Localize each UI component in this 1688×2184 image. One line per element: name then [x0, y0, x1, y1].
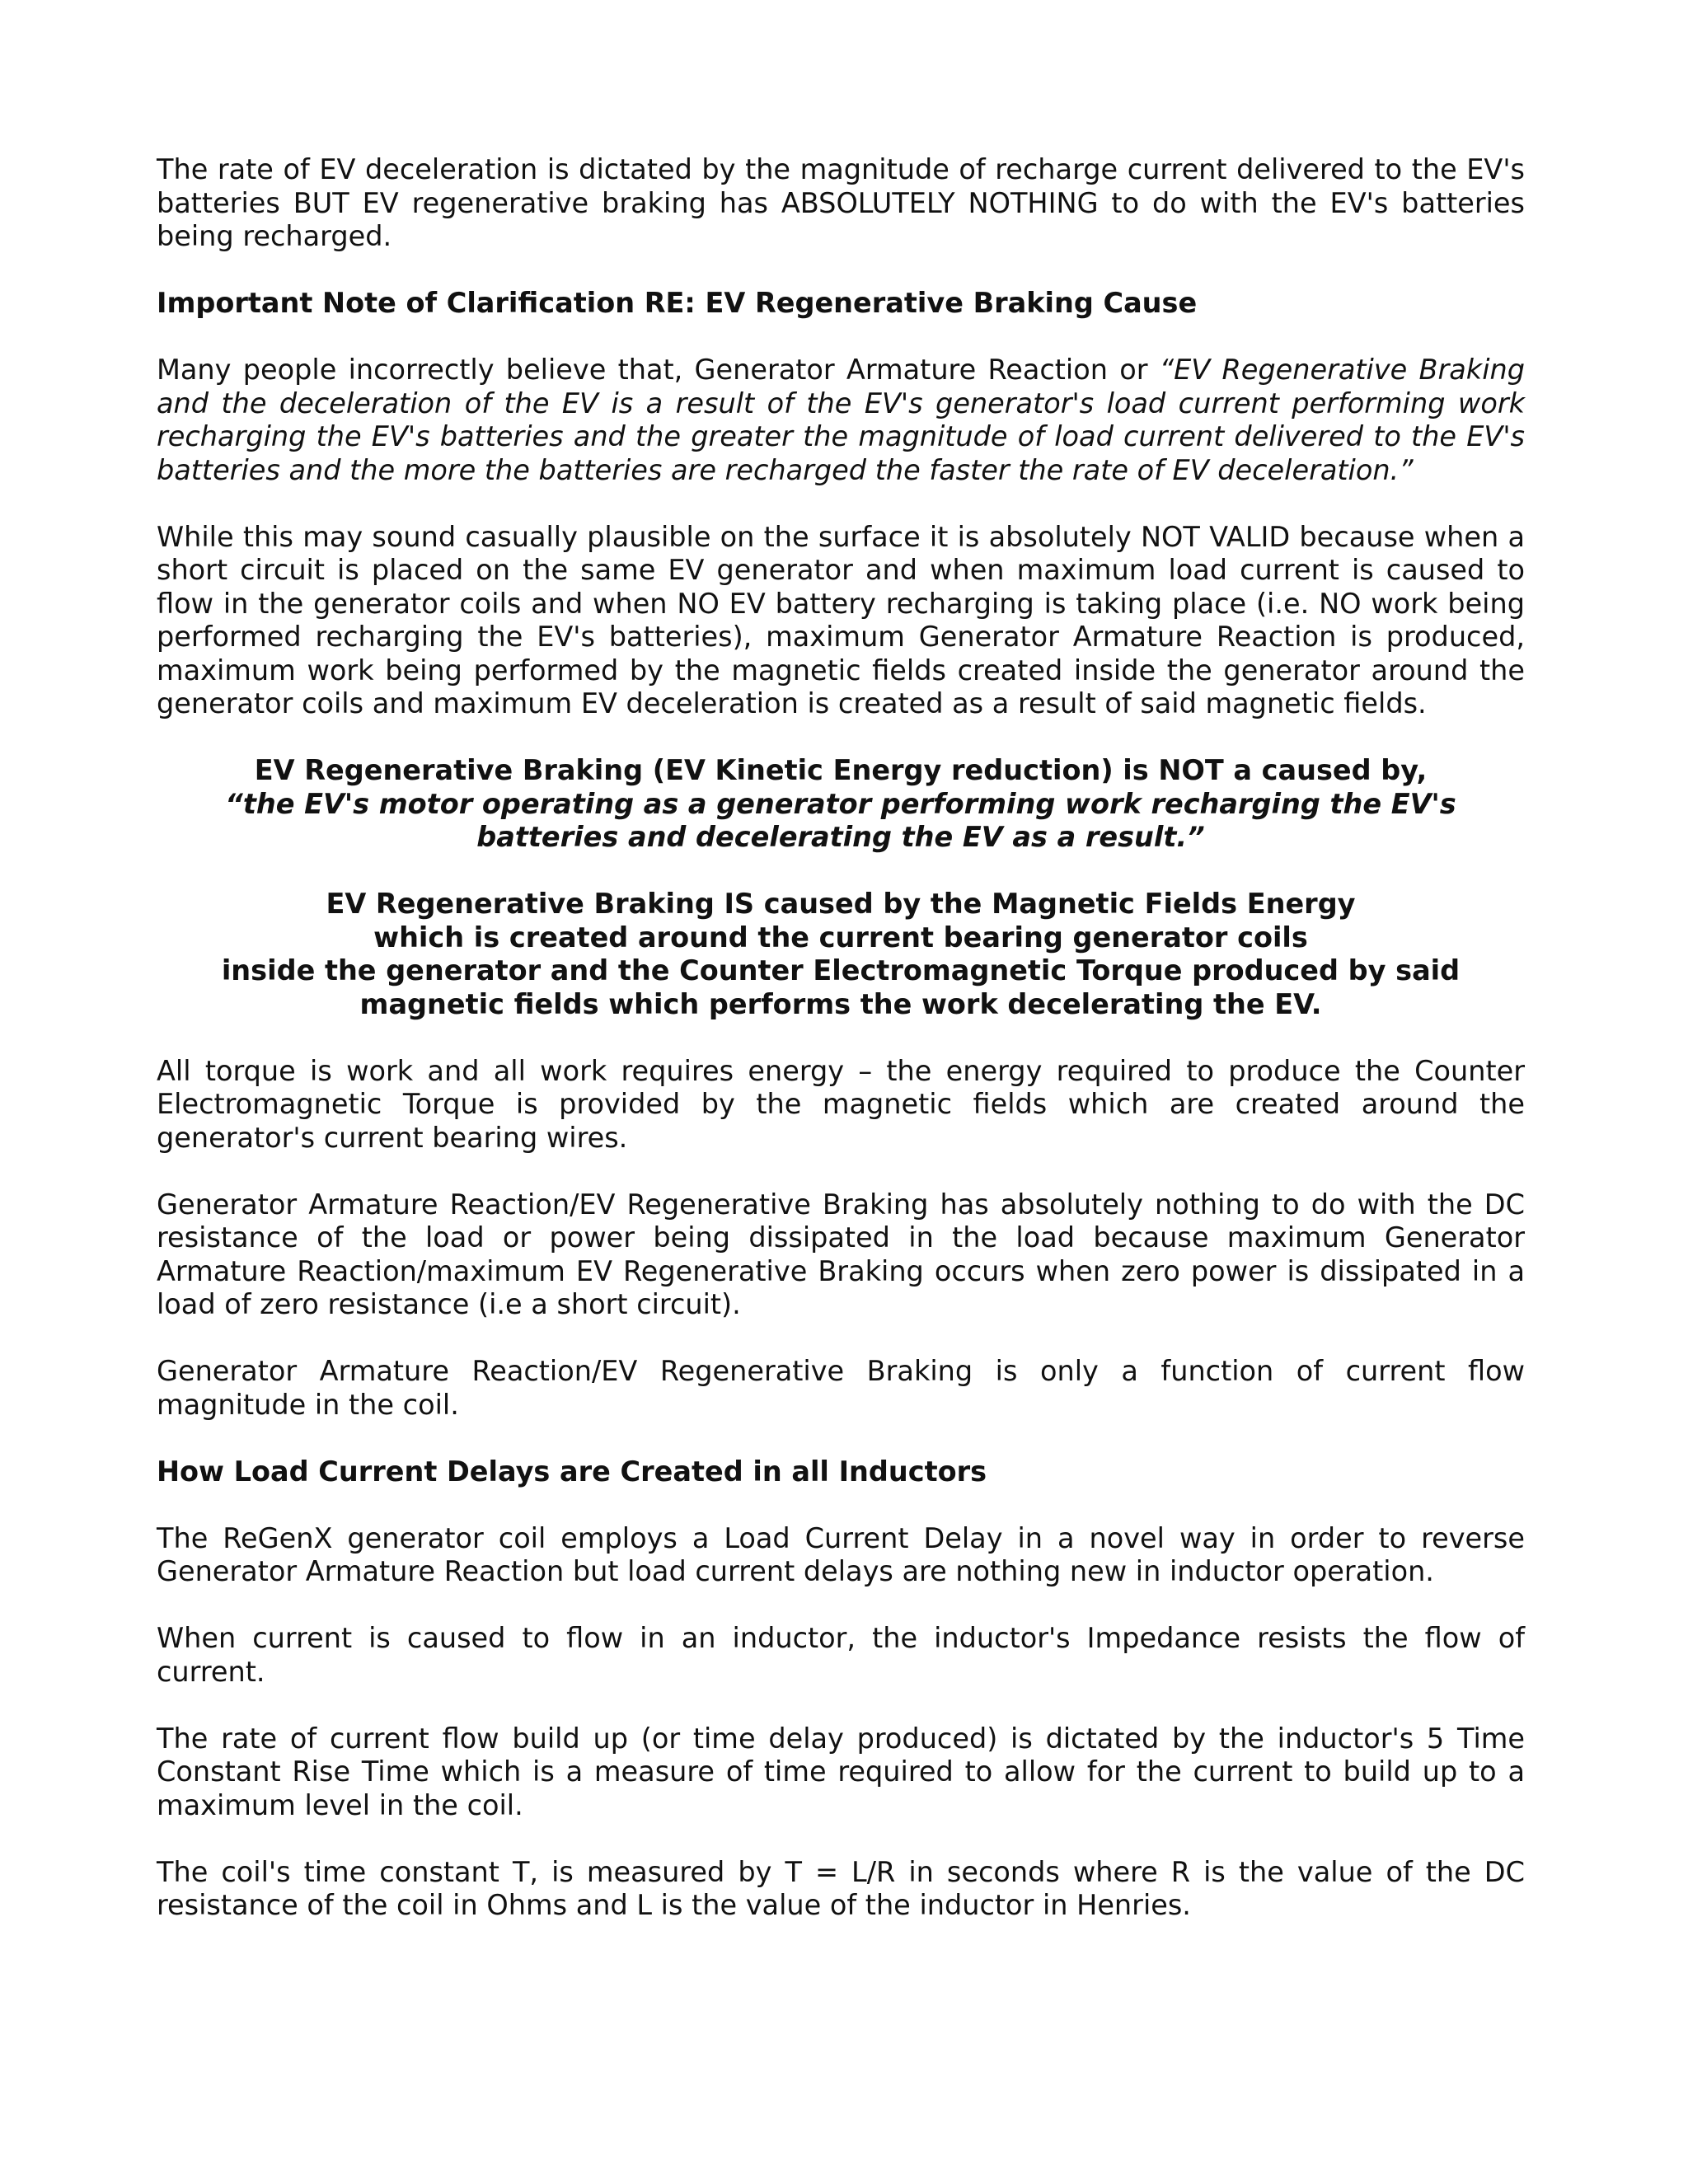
paragraph-impedance: When current is caused to flow in an inductor, the inductor's Impedance resists the flow of current.: [157, 1622, 1525, 1688]
paragraph-dc-resistance: Generator Armature Reaction/EV Regenerative Braking has absolutely nothing to do with the DC resistance of the load or power being dissipated in the load because maximum Generator Armature Reaction/maximum EV Regenerative Braking occurs when zero power is dissipated in a load of zero resistance (i.e a short circuit).: [157, 1188, 1525, 1320]
heading-clarification: Important Note of Clarification RE: EV Regenerative Braking Cause: [157, 287, 1198, 319]
is-caused-line-2: which is created around the current bearing generator coils: [373, 921, 1308, 954]
paragraph-torque: All torque is work and all work requires energy – the energy required to produce the Counter Electromagnetic Torque is provided by the magnetic fields which are created around the generator's current bearing wires.: [157, 1054, 1525, 1154]
paragraph-intro: The rate of EV deceleration is dictated by the magnitude of recharge current delivered to the EV's batteries BUT EV regenerative braking has ABSOLUTELY NOTHING to do with the EV's batteries being recharged.: [157, 153, 1525, 252]
is-caused-line-4: magnetic fields which performs the work decelerating the EV.: [359, 987, 1322, 1020]
not-caused-quote: “the EV's motor operating as a generator performing work recharging the EV's batteries and decelerating the EV as a result.”: [225, 787, 1456, 853]
paragraph-plausible: While this may sound casually plausible on the surface it is absolutely NOT VALID because when a short circuit is placed on the same EV generator and when maximum load current is caused to flow in the generator coils and when NO EV battery recharging is taking place (i.e. NO work being performed recharging the EV's batteries), maximum Generator Armature Reaction is produced, maximum work being performed by the magnetic fields created inside the generator around the generator coils and maximum EV deceleration is created as a result of said magnetic fields.: [157, 520, 1525, 719]
not-caused-line: EV Regenerative Braking (EV Kinetic Energy reduction) is NOT a caused by,: [254, 754, 1428, 786]
misconception-lead: Many people incorrectly believe that, Generator Armature Reaction or: [157, 354, 1160, 386]
document-page: [157, 153, 1525, 1956]
callout-not-caused: [157, 754, 1525, 855]
callout-is-caused: [157, 888, 1525, 1021]
misconception-quote: “EV Regenerative Braking and the deceleration of the EV is a result of the EV's generator's load current performing work recharging the EV's batteries and the greater the magnitude of load current delivered to the EV's batteries and the more the batteries are recharged the faster the rate of EV deceleration.”: [157, 354, 1525, 486]
heading-inductors: How Load Current Delays are Created in all Inductors: [157, 1455, 987, 1488]
paragraph-misconception: [157, 354, 1525, 487]
paragraph-time-constant: The coil's time constant T, is measured by T = L/R in seconds where R is the value of the DC resistance of the coil in Ohms and L is the value of the inductor in Henries.: [157, 1855, 1525, 1921]
paragraph-function-of: Generator Armature Reaction/EV Regenerative Braking is only a function of current flow magnitude in the coil.: [157, 1355, 1525, 1421]
paragraph-regenx: The ReGenX generator coil employs a Load Current Delay in a novel way in order to reverse Generator Armature Reaction but load current delays are nothing new in inductor operation.: [157, 1521, 1525, 1587]
paragraph-rise-time: The rate of current flow build up (or time delay produced) is dictated by the inductor's 5 Time Constant Rise Time which is a measure of time required to allow for the current to build up to a maximum level in the coil.: [157, 1722, 1525, 1821]
is-caused-line-3: inside the generator and the Counter Electromagnetic Torque produced by said: [221, 954, 1461, 987]
is-caused-line-1: EV Regenerative Braking IS caused by the Magnetic Fields Energy: [326, 888, 1356, 920]
